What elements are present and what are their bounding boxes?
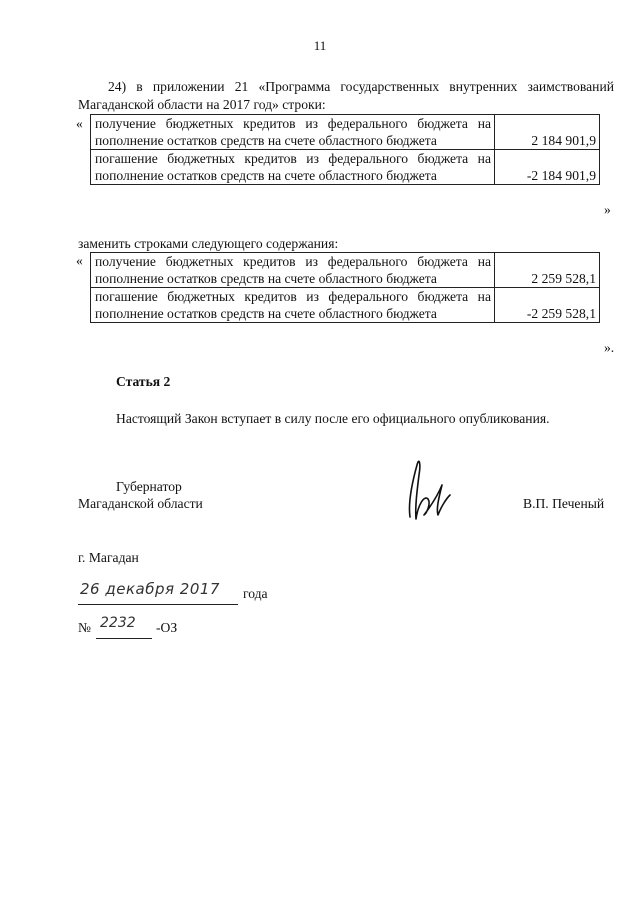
quote-open-mark: « — [76, 116, 83, 131]
year-word: года — [243, 586, 268, 601]
table-row — [91, 253, 600, 288]
row-value: -2 184 901,9 — [495, 150, 600, 185]
quote-open-mark: « — [76, 253, 83, 268]
row-description: погашение бюджетных кредитов из федерального бюджета на пополнение остатков средств на счете областного бюджета — [91, 288, 495, 323]
handwritten-date: 26 декабря 2017 — [80, 580, 220, 598]
amendment-intro: 24) в приложении 21 «Программа государственных внутренних заимствований Магаданской области на 2017 год» строки: — [78, 79, 614, 112]
table-row — [91, 115, 600, 150]
row-description: погашение бюджетных кредитов из федерального бюджета на пополнение остатков средств на счете областного бюджета — [91, 150, 495, 185]
row-value: 2 259 528,1 — [495, 253, 600, 288]
quote-close-mark: » — [604, 202, 611, 217]
row-description: получение бюджетных кредитов из федерального бюджета на пополнение остатков средств на счете областного бюджета — [91, 253, 495, 288]
signature-mark — [398, 455, 458, 527]
quote-close-mark: ». — [604, 340, 615, 355]
city-line: г. Магадан — [78, 550, 139, 565]
page-number: 11 — [313, 38, 327, 53]
governor-title: Губернатор — [116, 479, 182, 494]
governor-region: Магаданской области — [78, 496, 203, 511]
governor-name: В.П. Печеный — [523, 496, 605, 511]
table-row — [91, 150, 600, 185]
row-description: получение бюджетных кредитов из федерального бюджета на пополнение остатков средств на счете областного бюджета — [91, 115, 495, 150]
number-prefix: № — [78, 620, 91, 635]
old-rows-table — [90, 114, 600, 185]
row-value: 2 184 901,9 — [495, 115, 600, 150]
table-row — [91, 288, 600, 323]
new-rows-table — [90, 252, 600, 323]
article-text: Настоящий Закон вступает в силу после его официального опубликования. — [116, 411, 550, 426]
handwritten-number: 2232 — [100, 615, 136, 631]
number-suffix: -ОЗ — [156, 620, 178, 635]
replace-lead-text: заменить строками следующего содержания: — [78, 236, 339, 251]
article-heading: Статья 2 — [116, 374, 171, 389]
row-value: -2 259 528,1 — [495, 288, 600, 323]
